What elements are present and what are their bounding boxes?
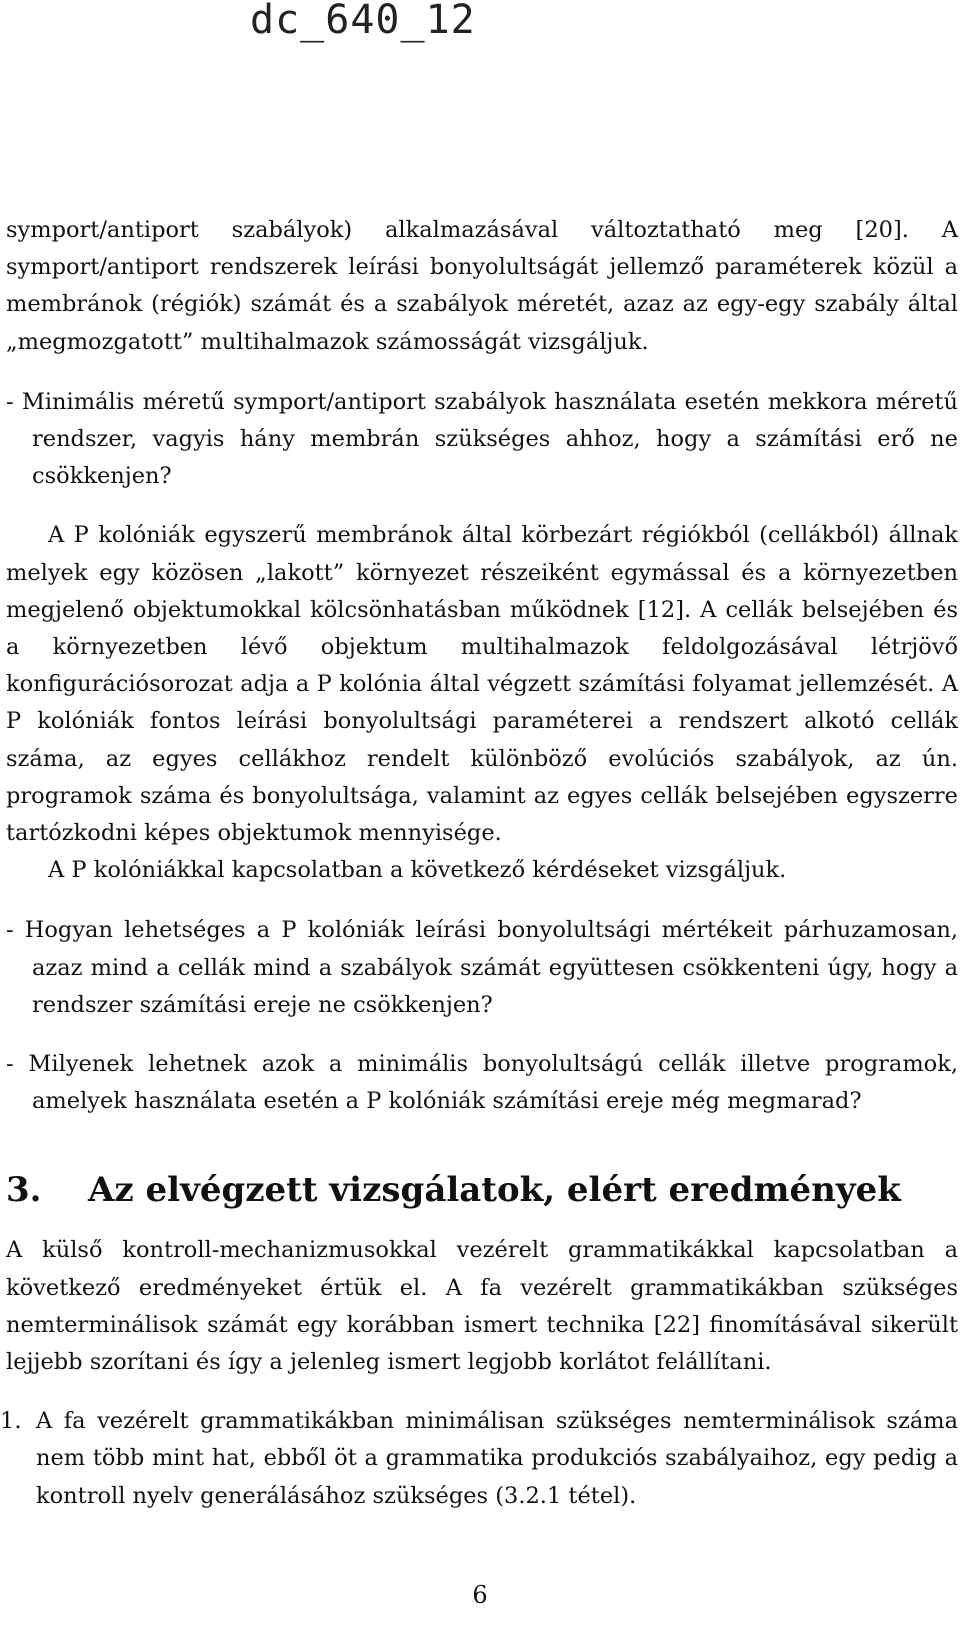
- list-item-marker: 1.: [0, 1408, 22, 1435]
- question-item-minimal-cells: - Milyenek lehetnek azok a minimális bonyolultságú cellák illetve programok, amelyek használata esetén a P kolóniák számítási ereje még megmarad?: [6, 1051, 958, 1115]
- paragraph-p-colonies: A P kolóniák egyszerű membránok által körbezárt régiókból (cellákból) állnak melyek egy közösen „lakott” környezet részeiként egymással és a környezetben megjelenő objektumokkal kölcsönhatásban működnek [12]. A cellák belsejében és a környezetben lévő objektum multihalmazok feldolgozásával létrjövő konfigurációsorozat adja a P kolónia által végzett számítási folyamat jellemzését. A P kolóniák fontos leírási bonyolultsági paraméterei a rendszert alkotó cellák száma, az egyes cellákhoz rendelt különböző evolúciós szabályok, az ún. programok száma és bonyolultsága, valamint az egyes cellák belsejében egyszerre tartózkodni képes objektumok mennyisége.: [6, 522, 958, 847]
- document-id-header: dc_640_12: [250, 0, 476, 43]
- list-item: [0, 1403, 958, 1515]
- page-number: 6: [472, 1581, 488, 1609]
- section-heading: [6, 1158, 958, 1222]
- paragraph-results-intro: A külső kontroll-mechanizmusokkal vezérelt grammatikákkal kapcsolatban a következő eredményeket értük el. A fa vezérelt grammatikákban szükséges nemterminálisok számát egy korábban ismert technika [22] finomításával sikerült lejjebb szorítani és így a jelenleg ismert legjobb korlátot felállítani.: [6, 1237, 958, 1376]
- page-body: [0, 212, 958, 1515]
- section-title: Az elvégzett vizsgálatok, elért eredmények: [88, 1170, 901, 1211]
- question-item-membranes: - Minimális méretű symport/antiport szabályok használata esetén mekkora méretű rendszer, vagyis hány membrán szükséges ahhoz, hogy a számítási erő ne csökkenjen?: [6, 388, 958, 490]
- section-number: 3.: [6, 1170, 42, 1211]
- paragraph-p-colonies-questions: A P kolóniákkal kapcsolatban a következő kérdéseket vizsgáljuk.: [48, 857, 787, 884]
- paragraph-intro: symport/antiport szabályok) alkalmazásával változtatható meg [20]. A symport/antiport rendszerek leírási bonyolultságát jellemző paraméterek közül a membránok (régiók) számát és a szabályok méretét, azaz az egy-egy szabály által „megmozgatott” multihalmazok számosságát vizsgáljuk.: [6, 217, 958, 355]
- list-item-text: A fa vezérelt grammatikákban minimálisan szükséges nemterminálisok száma nem több mint hat, ebből öt a grammatika produkciós szabályaihoz, egy pedig a kontroll nyelv generálásához szükséges (3.2.1 tétel).: [36, 1408, 958, 1509]
- question-item-parallel-reduction: - Hogyan lehetséges a P kolóniák leírási bonyolultsági mértékeit párhuzamosan, azaz mind a cellák mind a szabályok számát együttesen csökkenteni úgy, hogy a rendszer számítási ereje ne csökkenjen?: [6, 917, 958, 1018]
